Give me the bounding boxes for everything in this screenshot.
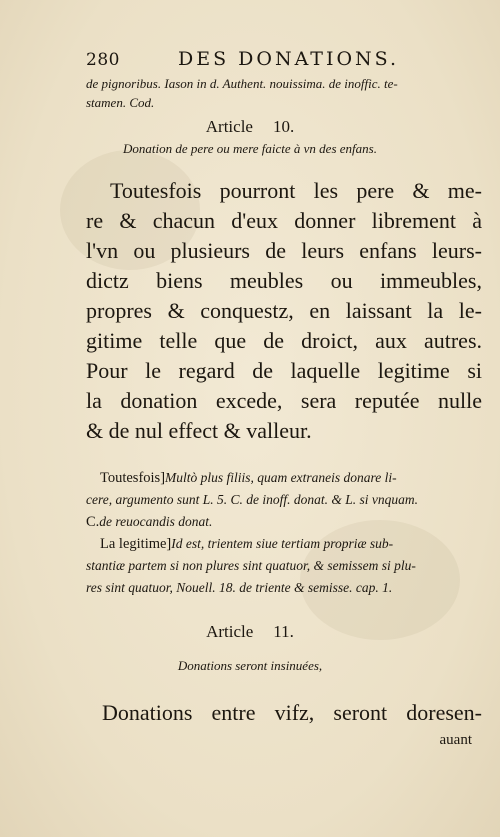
annotation-gloss: Id est, trientem siue tertiam propriæ sub-	[171, 536, 394, 551]
article-11-body	[86, 698, 482, 728]
annotation-gloss: res sint quatuor, Nouell. 18. de triente & semisse. cap. 1.	[86, 580, 393, 595]
annotation-gloss: de reuocandis donat.	[99, 514, 213, 529]
annotation-lemma: La legitime]	[100, 536, 172, 552]
catchword: auant	[439, 732, 472, 748]
page-number: 280	[86, 50, 120, 70]
annotation-lemma: Toutesfois]	[100, 470, 166, 486]
body-line: l'vn ou plusieurs de leurs enfans leurs-	[86, 238, 482, 263]
body-line: Toutesfois pourront les pere & me-	[110, 178, 482, 203]
annotation-gloss: stantiæ partem si non plures sint quatuor, & semissem si plu-	[86, 558, 416, 573]
article-10-rubric: Donation de pere ou mere faicte à vn des enfans.	[123, 141, 377, 156]
article-11-rubric: Donations seront insinuées,	[177, 658, 323, 673]
annotation-gloss: cere, argumento sunt L. 5. C. de inoff. donat. & L. si vnquam.	[86, 492, 418, 507]
annotation-gloss: Multò plus filiis, quam extraneis donare li-	[165, 470, 397, 485]
article-number: 11.	[273, 622, 294, 641]
annotation-line	[86, 489, 480, 511]
article-label: Article	[205, 117, 253, 136]
article-11-heading	[0, 622, 500, 642]
body-line: gitime telle que de droict, aux autres.	[86, 328, 482, 353]
annotation-line	[86, 467, 480, 489]
running-header	[86, 48, 466, 74]
body-line: la donation excede, sera reputée nulle	[86, 388, 482, 413]
annotation-line	[86, 511, 480, 533]
reference-line: de pignoribus. Iason in d. Authent. nouissima. de inoffic. te-	[86, 76, 398, 91]
body-line: Pour le regard de laquelle legitime si	[86, 358, 482, 383]
annotation-lemma: C.	[86, 514, 100, 530]
annotation-line	[86, 577, 480, 599]
article-10-body	[86, 176, 482, 446]
reference-line: stamen. Cod.	[86, 95, 155, 110]
reference-note-top	[86, 74, 476, 112]
body-line: & de nul effect & valleur.	[86, 418, 312, 443]
body-line: dictz biens meubles ou immeubles,	[86, 268, 482, 293]
body-line: Donations entre vifz, seront doresen-	[102, 700, 482, 725]
annotation-line	[86, 533, 480, 555]
article-number: 10.	[272, 117, 295, 136]
article-label: Article	[206, 622, 254, 641]
body-line: propres & conquestz, en laissant la le-	[86, 298, 482, 323]
body-line: re & chacun d'eux donner librement à	[86, 208, 482, 233]
article-10-annotations	[86, 467, 480, 599]
annotation-line	[86, 555, 480, 577]
article-10-heading	[0, 117, 500, 137]
running-title: DES DONATIONS.	[178, 48, 400, 70]
